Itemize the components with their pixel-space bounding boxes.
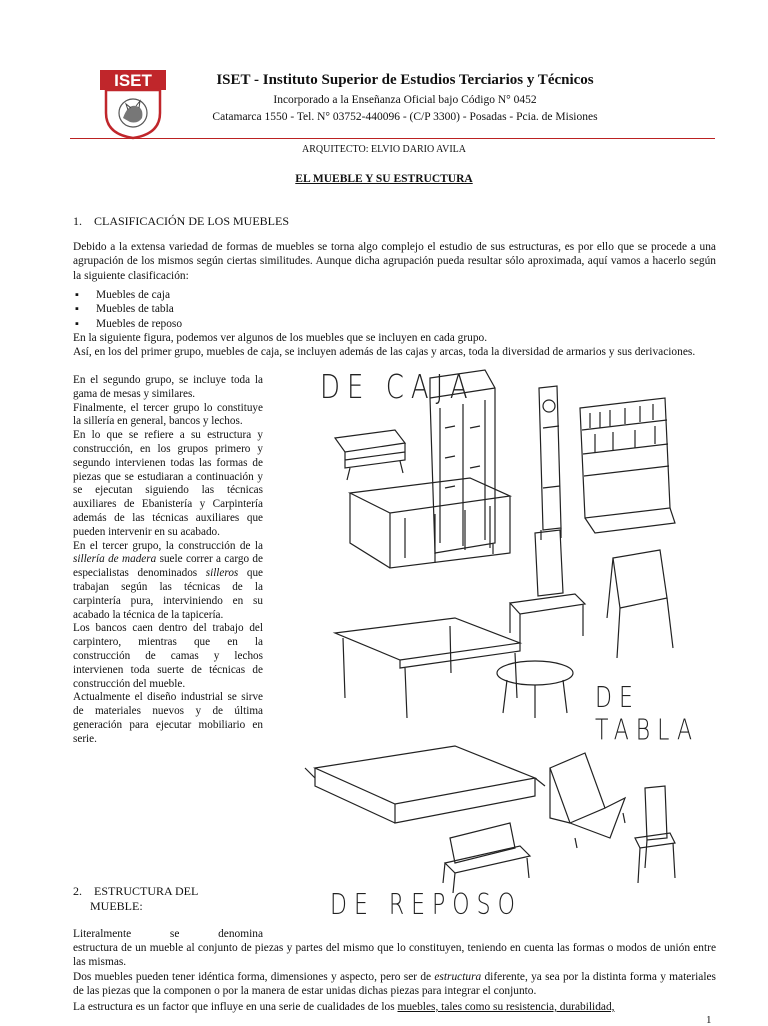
section-2-para-1: estructura de un mueble al conjunto de piezas y partes del mismo que lo constituyen, teniendo en cuenta las formas o modos de unión entre las mismas. <box>73 942 716 969</box>
header-rule <box>70 138 715 139</box>
chair-sketch <box>635 786 675 883</box>
wardrobe-sketch <box>430 370 495 563</box>
paragraph: Actualmente el diseño industrial se sirve de materiales nuevos y de última generación para ejecutar mobiliario en serie. <box>73 691 263 745</box>
section-2-heading: 2. ESTRUCTURA DEL MUEBLE: <box>73 884 199 913</box>
paragraph: En lo que se refiere a su estructura y construcción, en los grupos primero y segundo intervienen todas las formas de piezas que se estudiaran a continuación y se ejecutan siguiendo las técnicas auxiliares de Ebanistería y Carpintería además de las técnicas auxiliares que pueden intervenir en su acabado. <box>73 429 263 538</box>
section-1-para-2 <box>73 331 716 360</box>
sideboard-sketch <box>350 478 510 568</box>
bench-sketch <box>443 823 530 893</box>
paragraph: En el tercer grupo, la construcción de la sillería de madera suele correr a cargo de especialistas denominados silleros que trabajan según las técnicas de la carpintería pura, interviniendo en su acabado la técnica de la tapicería. <box>73 539 263 621</box>
furniture-sketch-figure <box>295 368 715 928</box>
side-column-text <box>73 374 263 747</box>
section-1-intro: Debido a la extensa variedad de formas de muebles se torna algo complejo el estudio de sus estructuras, es por ello que se procede a una agrupación de los mismos según ciertas similitudes. Aunque dicha agrupación pueda resultar sólo aproximada, aquí vamos a hacerlo según la siguiente clasificación: <box>73 241 716 282</box>
author-line: ARQUITECTO: ELVIO DARIO AVILA <box>302 144 466 155</box>
institution-title: ISET - Instituto Superior de Estudios Terciarios y Técnicos <box>216 72 594 88</box>
paragraph: Los bancos caen dentro del trabajo del carpintero, mientras que en la construcción de camas y lechos intervienen toda suerte de técnicas de construcción del mueble. <box>73 622 263 690</box>
section-2-para-2: Dos muebles pueden tener idéntica forma, dimensiones y aspecto, pero ser de estructura diferente, ya sea por la distinta forma y materiales de las piezas que la componen o por la manera de estar unidas dichas piezas para integrar el conjunto. <box>73 971 716 998</box>
furniture-sketches <box>295 368 715 928</box>
first-group-text: Así, en los del primer grupo, muebles de caja, se incluyen además de las cajas y arcas, toda la diversidad de armarios y sus derivaciones. <box>73 346 696 359</box>
bookcase-sketch <box>580 398 675 533</box>
dressing-table-sketch <box>510 530 585 643</box>
armchair-sketch <box>550 753 625 848</box>
section-2-lead: Literalmente se denomina <box>73 928 263 940</box>
clock-sketch <box>539 386 561 540</box>
section-1-heading: 1. CLASIFICACIÓN DE LOS MUEBLES <box>73 214 290 228</box>
bed-sketch <box>305 746 545 823</box>
institution-subtitle: Incorporado a la Enseñanza Oficial bajo Código N° 0452 <box>273 94 537 106</box>
label-de-caja: DE CAJA <box>320 369 475 407</box>
page-number: 1 <box>706 1014 712 1026</box>
secretary-desk-sketch <box>607 550 673 658</box>
section-2-para-3: La estructura es un factor que influye en una serie de cualidades de los muebles, tales como su resistencia, durabilidad, <box>73 1001 615 1013</box>
institution-address: Catamarca 1550 - Tel. N° 03752-440096 - (C/P 3300) - Posadas - Pcia. de Misiones <box>212 111 598 123</box>
iset-logo <box>98 68 168 140</box>
paragraph: Finalmente, el tercer grupo lo constituye la sillería en general, bancos y lechos. <box>73 401 263 428</box>
table-sketch <box>335 618 520 718</box>
list-item: ▪ Muebles de reposo <box>73 317 182 331</box>
figure-intro: En la siguiente figura, podemos ver algunos de los muebles que se incluyen en cada grupo. <box>73 332 488 344</box>
classification-list <box>73 288 182 331</box>
label-de-tabla: DE TABLA <box>595 682 699 748</box>
list-item: ▪ Muebles de caja <box>73 288 182 302</box>
document-title: EL MUEBLE Y SU ESTRUCTURA <box>295 173 473 185</box>
chest-sketch <box>335 430 405 480</box>
logo-text: ISET <box>114 71 152 90</box>
label-de-reposo: DE REPOSO <box>330 889 522 922</box>
list-item: ▪ Muebles de tabla <box>73 302 182 316</box>
paragraph: En el segundo grupo, se incluye toda la gama de mesas y similares. <box>73 374 263 400</box>
round-table-sketch <box>497 661 573 718</box>
